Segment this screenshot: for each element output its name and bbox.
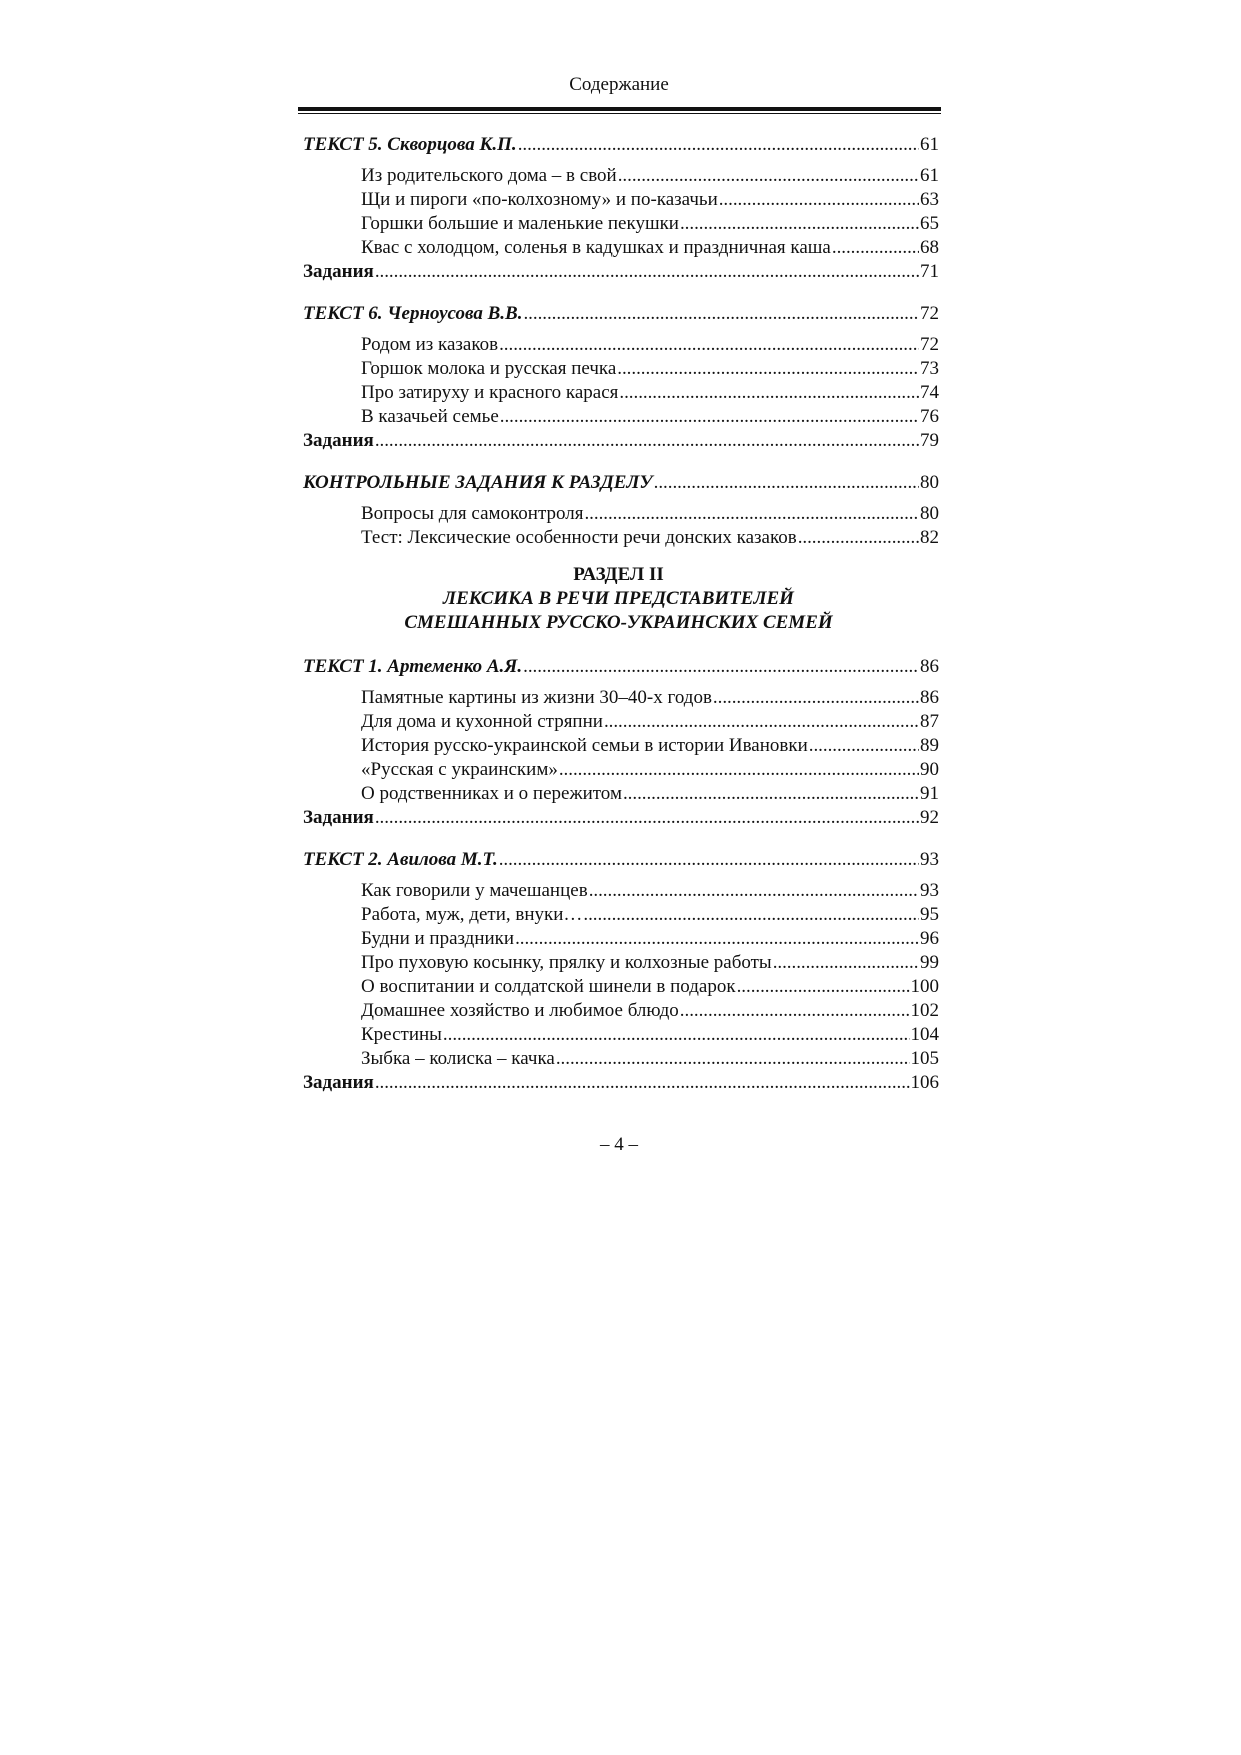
toc-entry-label: Домашнее хозяйство и любимое блюдо bbox=[361, 1000, 679, 1021]
toc-entry-label: Из родительского дома – в свой bbox=[361, 165, 617, 186]
dot-leader bbox=[617, 357, 919, 381]
toc-entry-label: Про пуховую косынку, прялку и колхозные работы bbox=[361, 952, 772, 973]
toc-entry-label: Для дома и кухонной стряпни bbox=[361, 711, 603, 732]
dot-leader bbox=[773, 951, 919, 975]
toc-subentry[interactable] bbox=[303, 782, 939, 806]
toc-entry-label: ТЕКСТ 6. Черноусова В.В. bbox=[303, 303, 523, 324]
dot-leader bbox=[832, 236, 919, 260]
toc-heading[interactable] bbox=[303, 471, 939, 495]
toc-entry-label: Работа, муж, дети, внуки… bbox=[361, 904, 583, 925]
dot-leader bbox=[518, 133, 919, 157]
toc-entry-page: 80 bbox=[920, 472, 939, 493]
dot-leader bbox=[559, 758, 919, 782]
section-title-line-2: СМЕШАННЫХ РУССКО-УКРАИНСКИХ СЕМЕЙ bbox=[404, 612, 833, 633]
toc-subentry[interactable] bbox=[303, 734, 939, 758]
toc-entry-label: Задания bbox=[303, 807, 374, 828]
toc-entry-label: Тест: Лексические особенности речи донских казаков bbox=[361, 527, 797, 548]
toc-subentry[interactable] bbox=[303, 333, 939, 357]
running-header: Содержание bbox=[569, 74, 669, 95]
dot-leader bbox=[375, 1071, 910, 1095]
dot-leader bbox=[375, 806, 919, 830]
toc-entry-label: ТЕКСТ 5. Скворцова К.П. bbox=[303, 134, 517, 155]
toc-entry-label: Зыбка – колиска – качка bbox=[361, 1048, 555, 1069]
toc-entry-label: Как говорили у мачешанцев bbox=[361, 880, 588, 901]
toc-entry-page: 100 bbox=[910, 976, 939, 997]
dot-leader bbox=[623, 782, 919, 806]
dot-leader bbox=[500, 405, 919, 429]
toc-entry-page: 92 bbox=[920, 807, 939, 828]
toc-subentry[interactable] bbox=[303, 188, 939, 212]
toc-entry-page: 89 bbox=[920, 735, 939, 756]
dot-leader bbox=[719, 188, 919, 212]
toc-heading[interactable] bbox=[303, 133, 939, 157]
toc-subentry[interactable] bbox=[303, 381, 939, 405]
toc-entry-page: 93 bbox=[920, 880, 939, 901]
dot-leader bbox=[654, 471, 919, 495]
toc-subentry[interactable] bbox=[303, 927, 939, 951]
header-rule bbox=[298, 107, 941, 114]
toc-entry-page: 86 bbox=[920, 656, 939, 677]
toc-entry-page: 61 bbox=[920, 134, 939, 155]
toc-entry-label: Про затируху и красного карася bbox=[361, 382, 619, 403]
toc-subentry[interactable] bbox=[303, 951, 939, 975]
toc-subentry[interactable] bbox=[303, 903, 939, 927]
toc-entry-page: 79 bbox=[920, 430, 939, 451]
toc-entry-label: КОНТРОЛЬНЫЕ ЗАДАНИЯ К РАЗДЕЛУ bbox=[303, 472, 653, 493]
section-title bbox=[298, 563, 939, 635]
toc-tasks[interactable] bbox=[303, 1071, 939, 1095]
dot-leader bbox=[499, 333, 919, 357]
table-of-contents bbox=[303, 133, 939, 1095]
toc-entry-page: 87 bbox=[920, 711, 939, 732]
toc-subentry[interactable] bbox=[303, 758, 939, 782]
toc-entry-label: История русско-украинской семьи в истории Ивановки bbox=[361, 735, 808, 756]
toc-subentry[interactable] bbox=[303, 236, 939, 260]
toc-entry-page: 61 bbox=[920, 165, 939, 186]
dot-leader bbox=[737, 975, 910, 999]
dot-leader bbox=[809, 734, 919, 758]
dot-leader bbox=[680, 212, 919, 236]
dot-leader bbox=[604, 710, 919, 734]
toc-subentry[interactable] bbox=[303, 526, 939, 550]
toc-entry-page: 71 bbox=[920, 261, 939, 282]
toc-entry-label: Горшки большие и маленькие пекушки bbox=[361, 213, 679, 234]
toc-subentry[interactable] bbox=[303, 975, 939, 999]
toc-subentry[interactable] bbox=[303, 1047, 939, 1071]
dot-leader bbox=[375, 260, 919, 284]
toc-subentry[interactable] bbox=[303, 405, 939, 429]
toc-entry-page: 72 bbox=[920, 334, 939, 355]
dot-leader bbox=[589, 879, 919, 903]
toc-entry-page: 76 bbox=[920, 406, 939, 427]
toc-subentry[interactable] bbox=[303, 164, 939, 188]
toc-entry-label: Памятные картины из жизни 30–40-х годов bbox=[361, 687, 712, 708]
dot-leader bbox=[798, 526, 919, 550]
dot-leader bbox=[583, 903, 919, 927]
toc-entry-label: Квас с холодцом, соленья в кадушках и праздничная каша bbox=[361, 237, 831, 258]
toc-subentry[interactable] bbox=[303, 999, 939, 1023]
page-number: – 4 – bbox=[600, 1134, 638, 1155]
toc-subentry[interactable] bbox=[303, 502, 939, 526]
dot-leader bbox=[619, 381, 919, 405]
dot-leader bbox=[443, 1023, 910, 1047]
toc-heading[interactable] bbox=[303, 302, 939, 326]
toc-entry-page: 91 bbox=[920, 783, 939, 804]
toc-entry-label: В казачьей семье bbox=[361, 406, 499, 427]
toc-subentry[interactable] bbox=[303, 686, 939, 710]
toc-part-1 bbox=[303, 133, 939, 550]
dot-leader bbox=[584, 502, 919, 526]
section-number: РАЗДЕЛ II bbox=[573, 564, 664, 585]
toc-subentry[interactable] bbox=[303, 357, 939, 381]
toc-entry-label: О воспитании и солдатской шинели в подарок bbox=[361, 976, 736, 997]
dot-leader bbox=[515, 927, 919, 951]
toc-entry-label: Задания bbox=[303, 261, 374, 282]
toc-entry-page: 82 bbox=[920, 527, 939, 548]
dot-leader bbox=[523, 655, 919, 679]
toc-part-2 bbox=[303, 655, 939, 1095]
toc-entry-page: 99 bbox=[920, 952, 939, 973]
toc-entry-page: 105 bbox=[910, 1048, 939, 1069]
toc-entry-page: 63 bbox=[920, 189, 939, 210]
dot-leader bbox=[680, 999, 910, 1023]
dot-leader bbox=[499, 848, 919, 872]
dot-leader bbox=[556, 1047, 910, 1071]
dot-leader bbox=[713, 686, 919, 710]
toc-subentry[interactable] bbox=[303, 879, 939, 903]
toc-entry-page: 74 bbox=[920, 382, 939, 403]
section-title-line-1: ЛЕКСИКА В РЕЧИ ПРЕДСТАВИТЕЛЕЙ bbox=[443, 588, 794, 609]
toc-entry-label: Задания bbox=[303, 1072, 374, 1093]
dot-leader bbox=[375, 429, 919, 453]
toc-entry-label: ТЕКСТ 1. Артеменко А.Я. bbox=[303, 656, 523, 677]
toc-entry-page: 73 bbox=[920, 358, 939, 379]
toc-entry-label: Крестины bbox=[361, 1024, 442, 1045]
toc-tasks[interactable] bbox=[303, 806, 939, 830]
toc-entry-page: 102 bbox=[910, 1000, 939, 1021]
toc-subentry[interactable] bbox=[303, 1023, 939, 1047]
toc-entry-label: Вопросы для самоконтроля bbox=[361, 503, 584, 524]
toc-entry-page: 106 bbox=[910, 1072, 939, 1093]
toc-entry-label: О родственниках и о пережитом bbox=[361, 783, 622, 804]
toc-subentry[interactable] bbox=[303, 710, 939, 734]
toc-entry-label: Будни и праздники bbox=[361, 928, 515, 949]
toc-tasks[interactable] bbox=[303, 260, 939, 284]
toc-entry-page: 95 bbox=[920, 904, 939, 925]
toc-entry-page: 90 bbox=[920, 759, 939, 780]
toc-entry-page: 104 bbox=[910, 1024, 939, 1045]
toc-entry-page: 96 bbox=[920, 928, 939, 949]
dot-leader bbox=[618, 164, 919, 188]
toc-heading[interactable] bbox=[303, 655, 939, 679]
toc-entry-label: «Русская с украинским» bbox=[361, 759, 558, 780]
toc-subentry[interactable] bbox=[303, 212, 939, 236]
toc-entry-page: 93 bbox=[920, 849, 939, 870]
toc-entry-label: Задания bbox=[303, 430, 374, 451]
toc-entry-page: 72 bbox=[920, 303, 939, 324]
toc-entry-page: 65 bbox=[920, 213, 939, 234]
toc-entry-page: 68 bbox=[920, 237, 939, 258]
toc-entry-page: 80 bbox=[920, 503, 939, 524]
toc-entry-label: Родом из казаков bbox=[361, 334, 499, 355]
toc-entry-label: Горшок молока и русская печка bbox=[361, 358, 617, 379]
toc-entry-page: 86 bbox=[920, 687, 939, 708]
toc-entry-label: Щи и пироги «по-колхозному» и по-казачьи bbox=[361, 189, 718, 210]
dot-leader bbox=[523, 302, 919, 326]
toc-tasks[interactable] bbox=[303, 429, 939, 453]
toc-entry-label: ТЕКСТ 2. Авилова М.Т. bbox=[303, 849, 498, 870]
toc-heading[interactable] bbox=[303, 848, 939, 872]
